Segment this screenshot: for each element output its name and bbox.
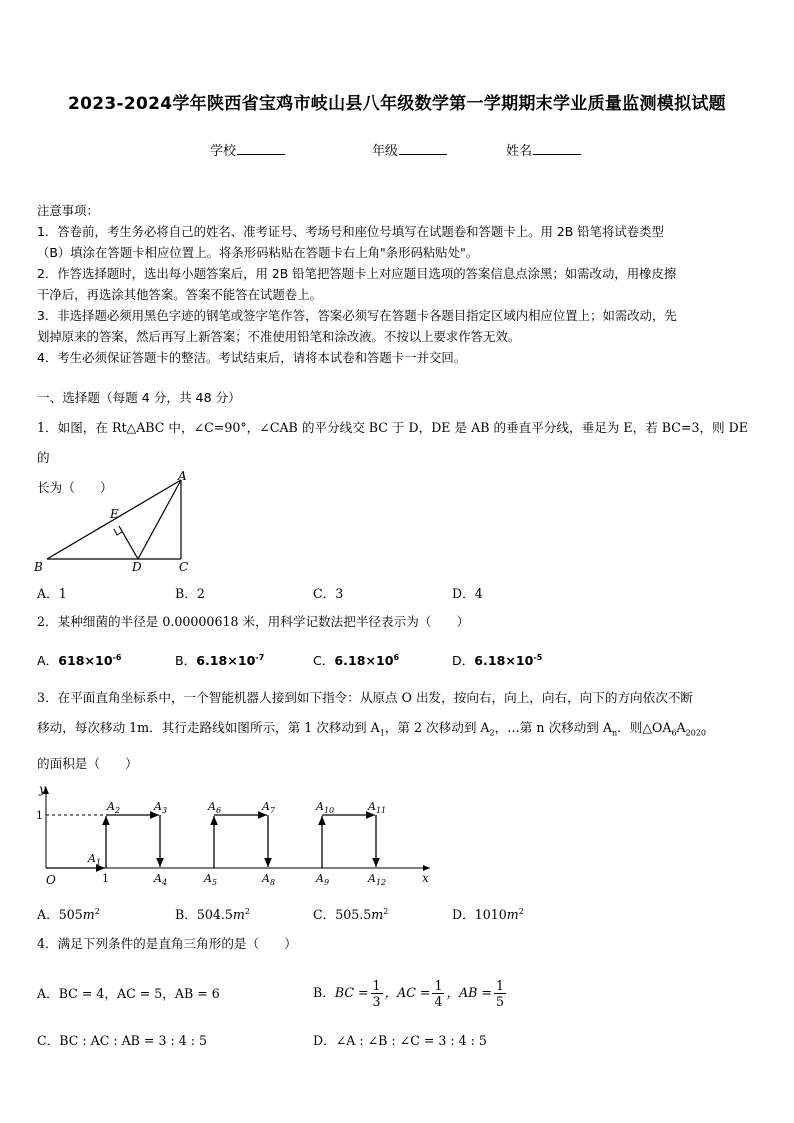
origin-label: O [46,873,56,887]
name-field [506,140,581,159]
x-axis-label: x [422,871,429,885]
numerator: 1 [434,978,443,993]
y-tick-1: 1 [36,809,43,822]
q3-option-text: D．1010 [452,907,507,922]
q2-option-letter: A． [37,653,59,668]
label-a10: $A_{10}$ [316,800,335,815]
denominator: 5 [495,994,504,1009]
notice-line: 划掉原来的答案，然后再写上新答案；不准使用铅笔和涂改液。不按以上要求作答无效。 [37,329,521,344]
q2-option-b[interactable] [175,650,264,669]
q2-option-a[interactable] [37,650,121,669]
label-a5: $A_5$ [204,872,218,887]
question-3-stem [37,683,759,779]
grade-blank [399,142,447,155]
fraction [371,978,383,1009]
grade-field [372,140,447,159]
label-a: A [178,470,187,483]
q4-option-letter: B． [313,985,335,1000]
q3-option-text: A．505 [37,907,83,922]
q3-option-exp: 2 [383,906,389,916]
q3-option-unit: m [82,907,95,922]
label-a6: $A_6$ [208,800,222,815]
numerator: 1 [495,978,504,993]
school-label: 学校 [210,144,237,159]
q4-option-text: BC = [334,985,369,1000]
question-2-stem: 2．某种细菌的半径是 0.00000618 米，用科学记数法把半径表示为（ ） [37,614,470,629]
q1-triangle-figure [30,470,200,575]
q3-line2 [37,713,759,749]
notice-line: （B）填涂在答题卡相应位置上。将条形码粘贴在答题卡右上角"条形码粘贴处"。 [37,245,479,260]
q2-option-letter: D． [452,653,475,668]
q2-option-d[interactable] [452,650,542,669]
q2-option-exp: 6 [393,652,400,662]
q4-option-b[interactable] [313,970,508,1016]
label-a8: $A_8$ [262,872,276,887]
label-d: D [132,560,142,574]
q3-option-text: B．504.5 [175,907,233,922]
q3-text: A [676,720,686,735]
q2-option-exp: -6 [112,652,122,662]
q3-option-c[interactable] [313,904,388,923]
q3-option-a[interactable] [37,904,100,923]
numerator: 1 [372,978,381,993]
q3-text: ，…第 n 次移动到 A [494,720,612,735]
notice-heading: 注意事项： [37,203,99,218]
q3-option-b[interactable] [175,904,250,923]
q4-option-text: ，AB = [446,985,492,1000]
name-blank [533,142,581,155]
q2-option-exp: -5 [533,652,543,662]
q3-sub: 2020 [685,728,706,738]
q3-option-exp: 2 [244,906,250,916]
q4-option-c[interactable]: C．BC : AC : AB = 3 : 4 : 5 [37,1033,208,1048]
section-heading: 一、选择题（每题 4 分，共 48 分） [37,390,241,405]
q2-option-base: 6.18×10 [196,653,256,668]
label-a1: $A_1$ [88,852,102,867]
label-a2: $A_2$ [107,800,121,815]
q3-sub: n [611,728,618,738]
y-axis-label: y [39,782,46,796]
q2-option-c[interactable] [313,650,399,669]
q3-option-unit: m [506,907,519,922]
q3-sub: 1 [379,728,385,738]
q3-sub: 6 [671,728,677,738]
q3-option-text: C．505.5 [313,907,372,922]
q3-text: ，第 2 次移动到 A [384,720,490,735]
q2-option-exp: -7 [255,652,265,662]
x-tick-1: 1 [102,872,109,885]
denominator: 3 [372,994,381,1009]
q2-option-base: 618×10 [58,653,113,668]
q3-option-exp: 2 [94,906,100,916]
q3-robot-path-figure [30,782,440,890]
q2-option-base: 6.18×10 [334,653,394,668]
label-a11: $A_{11}$ [368,800,387,815]
label-a7: $A_7$ [262,800,276,815]
question-4-stem: 4．满足下列条件的是直角三角形的是（ ） [37,936,297,951]
page-title: 2023-2024学年陕西省宝鸡市岐山县八年级数学第一学期期末学业质量监测模拟试题 [68,94,726,114]
notice-line: 1．答卷前，考生务必将自己的姓名、准考证号、考场号和座位号填写在试题卷和答题卡上。用 2B 铅笔将试卷类型 [37,224,664,239]
label-b: B [34,560,43,574]
label-a4: $A_4$ [154,872,168,887]
q4-option-text: ，AC = [384,985,431,1000]
notice-line: 3．非选择题必须用黑色字迹的钢笔或签字笔作答，答案必须写在答题卡各题目指定区域内相应位置上；如需改动，先 [37,308,677,323]
q1-option-c[interactable]: C．3 [313,586,344,601]
q1-option-b[interactable]: B．2 [175,586,205,601]
q3-text: ．则△OA [617,720,672,735]
grade-label: 年级 [372,144,399,159]
q3-option-exp: 2 [518,906,524,916]
label-c: C [179,560,189,574]
segment-ad [138,480,181,559]
q4-option-a[interactable]: A．BC = 4，AC = 5，AB = 6 [37,986,220,1001]
q2-option-letter: C． [313,653,335,668]
notice-line: 干净后，再选涂其他答案。答案不能答在试题卷上。 [37,287,322,302]
label-a3: $A_3$ [154,800,168,815]
denominator: 4 [434,994,443,1009]
q4-option-d[interactable]: D．∠A : ∠B : ∠C = 3 : 4 : 5 [313,1033,487,1048]
q2-option-letter: B． [175,653,197,668]
notice-line: 2．作答选择题时，选出每小题答案后，用 2B 铅笔把答题卡上对应题目选项的答案信息点涂黑；如需改动，用橡皮擦 [37,266,677,281]
q3-option-unit: m [232,907,245,922]
notice-section [37,200,759,368]
q2-option-base: 6.18×10 [474,653,534,668]
school-field [210,140,285,159]
label-a9: $A_9$ [316,872,330,887]
segment-de [119,526,138,559]
fraction [494,978,506,1009]
school-blank [237,142,285,155]
notice-line: 4．考生必须保证答题卡的整洁。考试结束后，请将本试卷和答题卡一并交回。 [37,350,467,365]
q3-text: 移动，每次移动 1m．其行走路线如图所示，第 1 次移动到 A [37,720,380,735]
q1-option-d[interactable]: D．4 [452,586,483,601]
q1-line1: 1．如图，在 Rt△ABC 中，∠C=90°，∠CAB 的平分线交 BC 于 D，DE 是 AB 的垂直平分线，垂足为 E，若 BC=3，则 DE 的 [37,420,748,465]
q3-line1: 3．在平面直角坐标系中，一个智能机器人接到如下指令：从原点 O 出发，按向右，向上，向右，向下的方向依次不断 [37,690,694,705]
q3-option-unit: m [371,907,384,922]
fraction [432,978,444,1009]
q3-sub: 2 [489,728,495,738]
q1-option-a[interactable]: A．1 [37,586,67,601]
q3-line3: 的面积是（ ） [37,755,138,771]
q3-option-d[interactable] [452,904,524,923]
label-a12: $A_{12}$ [368,872,387,887]
label-e: E [110,507,119,521]
name-label: 姓名 [506,144,533,159]
q1-line2: 长为（ ） [37,480,113,495]
